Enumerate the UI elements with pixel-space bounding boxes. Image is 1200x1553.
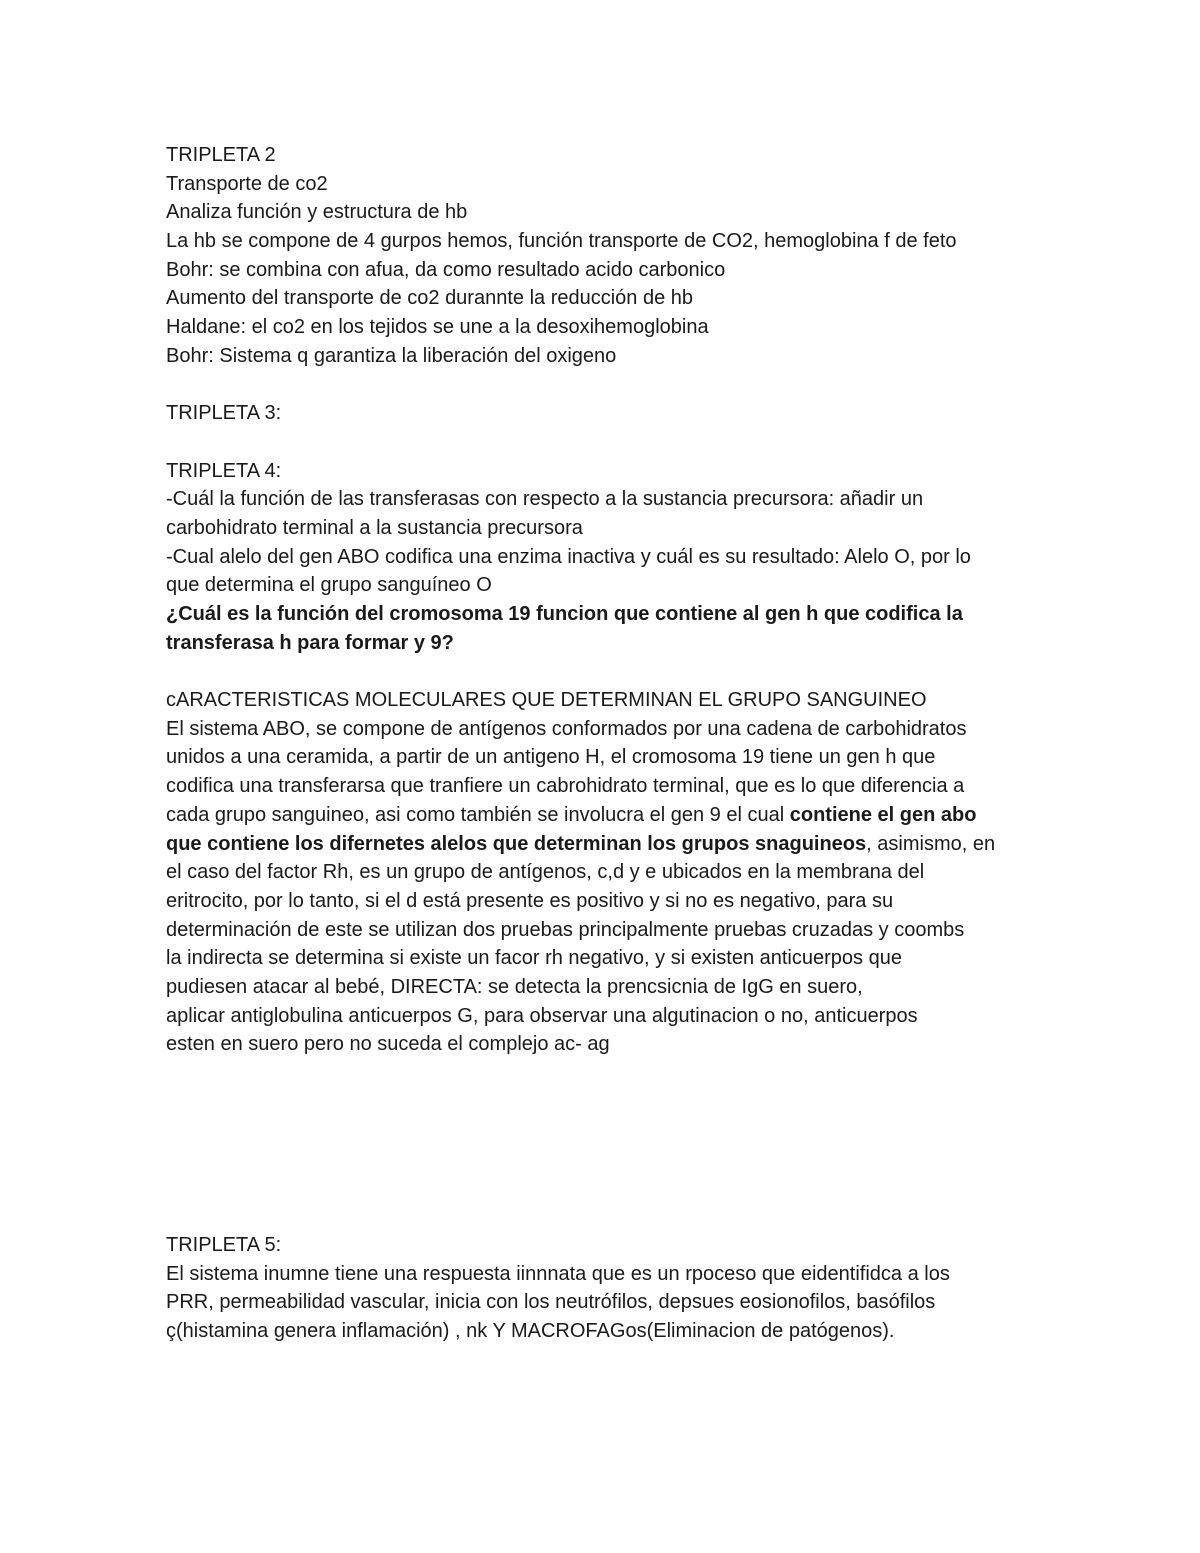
text-line: determinación de este se utilizan dos pruebas principalmente pruebas cruzadas y coombs bbox=[166, 918, 965, 941]
text-line: Aumento del transporte de co2 durannte la reducción de hb bbox=[166, 287, 694, 310]
section-heading-caracteristicas: cARACTERISTICAS MOLECULARES QUE DETERMINAN EL GRUPO SANGUINEO bbox=[166, 689, 927, 712]
text-line: Haldane: el co2 en los tejidos se une a la desoxihemoglobina bbox=[166, 316, 709, 339]
section-heading-tripleta-3: TRIPLETA 3: bbox=[166, 402, 282, 425]
bold-question-line: transferasa h para formar y 9? bbox=[166, 631, 454, 654]
text-line: la indirecta se determina si existe un facor rh negativo, y si existen anticuerpos que bbox=[166, 947, 902, 970]
text-line: El sistema ABO, se compone de antígenos conformados por una cadena de carbohidratos bbox=[166, 717, 967, 740]
bold-text-span: contiene el gen abo bbox=[789, 803, 977, 826]
blank-line bbox=[166, 371, 1046, 400]
bold-text-span: que contiene los difernetes alelos que determinan los grupos snaguineos bbox=[166, 832, 867, 855]
mixed-text-line bbox=[166, 830, 1046, 859]
text-span: cada grupo sanguineo, asi como también se involucra el gen 9 el cual bbox=[166, 803, 790, 826]
text-line: carbohidrato terminal a la sustancia precursora bbox=[166, 516, 583, 539]
text-span: , asimismo, en bbox=[866, 832, 996, 855]
text-line: aplicar antiglobulina anticuerpos G, para observar una algutinacion o no, anticuerpos bbox=[166, 1004, 918, 1027]
text-line: eritrocito, por lo tanto, si el d está presente es positivo y si no es negativo, para su bbox=[166, 889, 894, 912]
section-heading-tripleta-5: TRIPLETA 5: bbox=[166, 1234, 282, 1256]
text-line: codifica una transferarsa que tranfiere un cabrohidrato terminal, que es lo que diferencia a bbox=[166, 775, 965, 798]
text-line: ç(histamina genera inflamación) , nk Y MACROFAGos(Eliminacion de patógenos). bbox=[166, 1320, 895, 1343]
text-line: Transporte de co2 bbox=[166, 172, 328, 195]
text-line: unidos a una ceramida, a partir de un antigeno H, el cromosoma 19 tiene un gen h que bbox=[166, 746, 936, 769]
text-line: El sistema inumne tiene una respuesta iinnnata que es un rpoceso que eidentifidca a los bbox=[166, 1262, 950, 1285]
text-line: esten en suero pero no suceda el complejo ac- ag bbox=[166, 1033, 610, 1056]
blank-line bbox=[166, 657, 1046, 686]
text-line: Bohr: se combina con afua, da como resultado acido carbonico bbox=[166, 258, 726, 281]
text-line: pudiesen atacar al bebé, DIRECTA: se detecta la prencsicnia de IgG en suero, bbox=[166, 975, 863, 998]
section-heading-tripleta-4: TRIPLETA 4: bbox=[166, 459, 282, 482]
document-body bbox=[166, 141, 1046, 1346]
text-line: PRR, permeabilidad vascular, inicia con los neutrófilos, depsues eosionofilos, basófilos bbox=[166, 1291, 936, 1314]
section-heading-tripleta-2: TRIPLETA 2 bbox=[166, 144, 276, 166]
text-line: -Cuál la función de las transferasas con respecto a la sustancia precursora: añadir un bbox=[166, 488, 924, 511]
mixed-text-line bbox=[166, 801, 1046, 830]
blank-line bbox=[166, 428, 1046, 457]
text-line: Analiza función y estructura de hb bbox=[166, 201, 468, 224]
text-line: que determina el grupo sanguíneo O bbox=[166, 574, 492, 597]
text-line: Bohr: Sistema q garantiza la liberación del oxigeno bbox=[166, 344, 617, 367]
text-line: el caso del factor Rh, es un grupo de antígenos, c,d y e ubicados en la membrana del bbox=[166, 861, 925, 884]
bold-question-line: ¿Cuál es la función del cromosoma 19 funcion que contiene al gen h que codifica la bbox=[166, 603, 963, 625]
blank-space bbox=[166, 1059, 1046, 1231]
text-line: La hb se compone de 4 gurpos hemos, función transporte de CO2, hemoglobina f de feto bbox=[166, 230, 957, 253]
text-line: -Cual alelo del gen ABO codifica una enzima inactiva y cuál es su resultado: Alelo O, por lo bbox=[166, 545, 971, 568]
